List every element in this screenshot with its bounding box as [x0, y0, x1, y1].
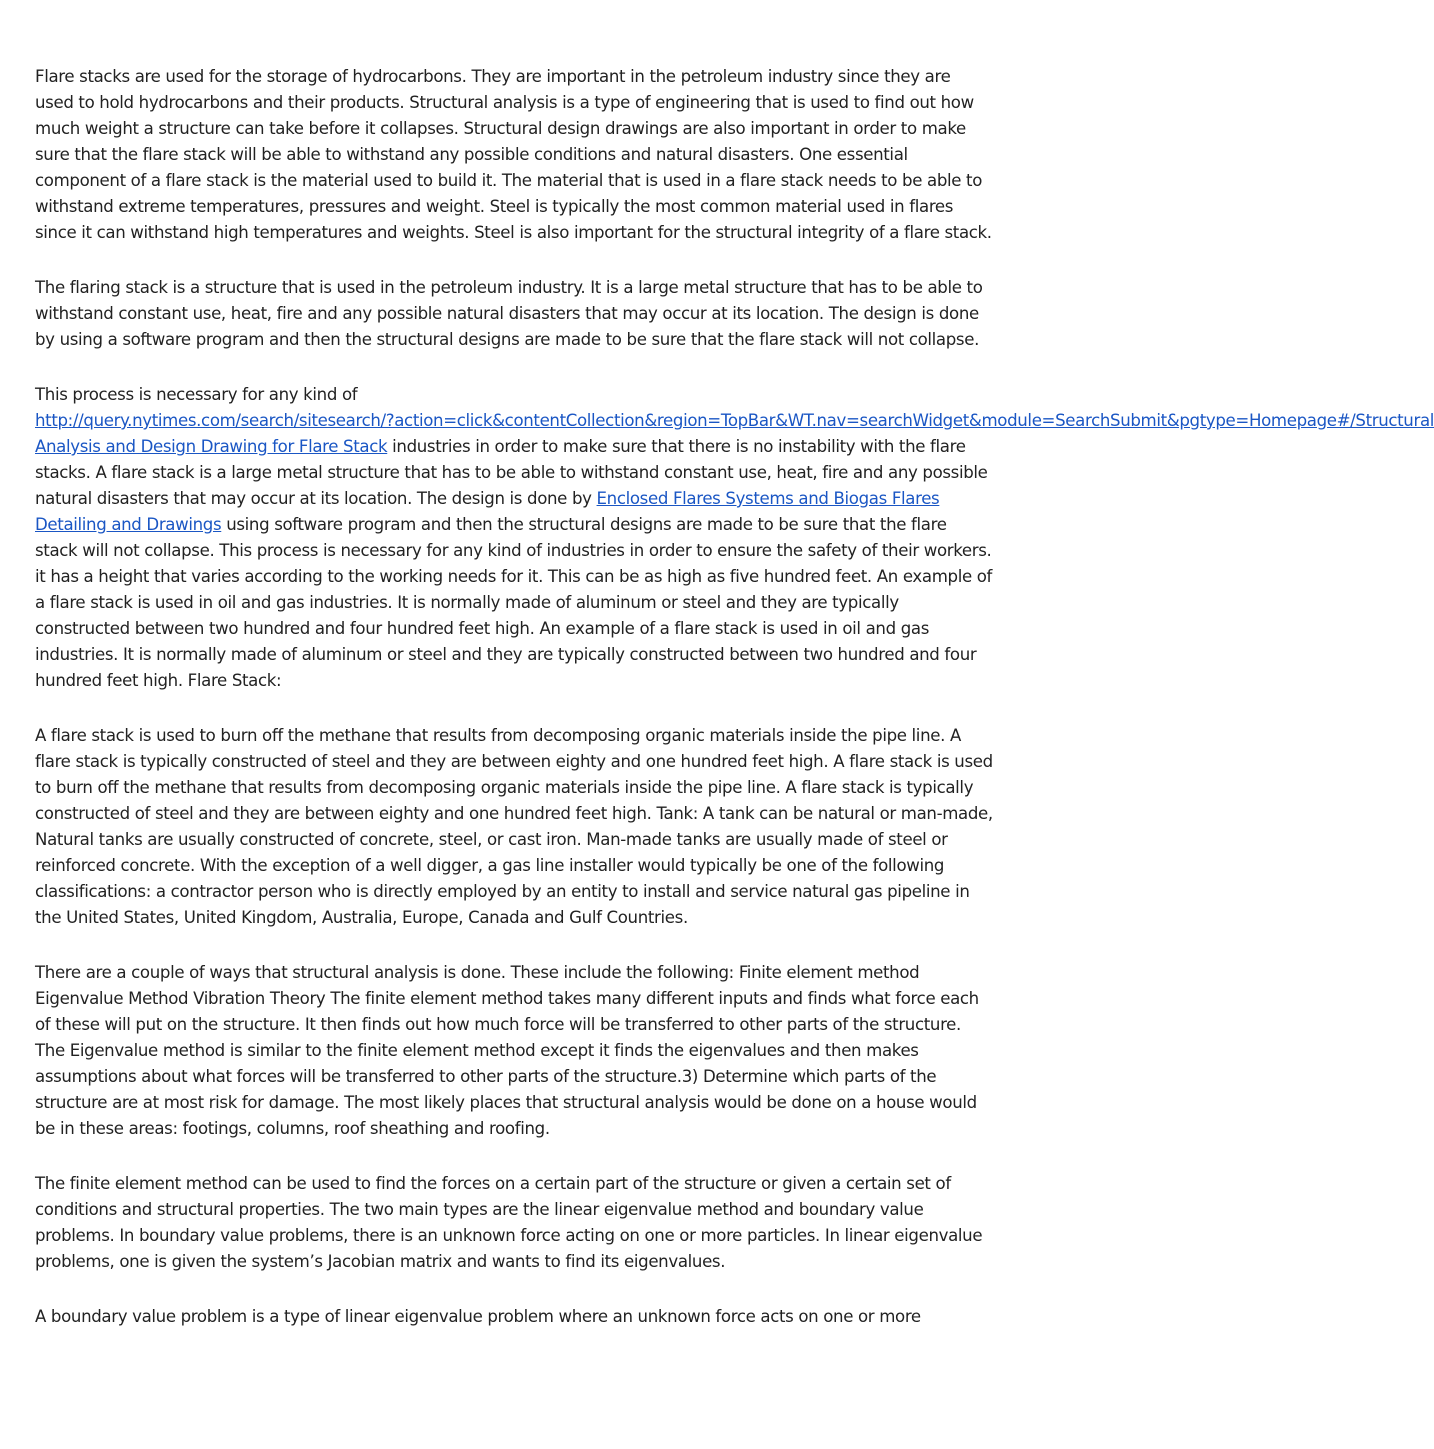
paragraph-process-necessary [35, 382, 1434, 694]
paragraph-finite-element-method: The finite element method can be used to find the forces on a certain part of the structure or given a certain set of conditions and structural properties. The two main types are the linear eigenvalue method and boundary value problems. In boundary value problems, there is an unknown force acting on one or more particles. In linear eigenvalue problems, one is given the system’s Jacobian matrix and wants to find its eigenvalues. [35, 1174, 983, 1271]
paragraph-flare-stack-methane: A flare stack is used to burn off the methane that results from decomposing organic materials inside the pipe line. A flare stack is typically constructed of steel and they are between eighty and one hundred feet high. A flare stack is used to burn off the methane that results from decomposing organic materials inside the pipe line. A flare stack is typically constructed of steel and they are between eighty and one hundred feet high. Tank: A tank can be natural or man-made, Natural tanks are usually constructed of concrete, steel, or cast iron. Man-made tanks are usually made of steel or reinforced concrete. With the exception of a well digger, a gas line installer would typically be one of the following classifications: a contractor person who is directly employed by an entity to install and service natural gas pipeline in the United States, United Kingdom, Australia, Europe, Canada and Gulf Countries. [35, 726, 993, 927]
paragraph-intro-text: This process is necessary for any kind of [35, 385, 358, 404]
enclosed-flares-link[interactable]: Enclosed Flares Systems and Biogas Flares Detailing and Drawings [35, 489, 940, 534]
paragraph-flaring-stack-structure: The flaring stack is a structure that is used in the petroleum industry. It is a large metal structure that has to be able to withstand constant use, heat, fire and any possible natural disasters that may occur at its location. The design is done by using a software program and then the structural designs are made to be sure that the flare stack will not collapse. [35, 278, 983, 349]
article-body [35, 64, 1434, 1359]
paragraph-flare-stacks-storage: Flare stacks are used for the storage of hydrocarbons. They are important in the petroleum industry since they are used to hold hydrocarbons and their products. Structural analysis is a type of engineering that is used to find out how much weight a structure can take before it collapses. Structural design drawings are also important in order to make sure that the flare stack will be able to withstand any possible conditions and natural disasters. One essential component of a flare stack is the material used to build it. The material that is used in a flare stack needs to be able to withstand extreme temperatures, pressures and weight. Steel is typically the most common material used in flares since it can withstand high temperatures and weights. Steel is also important for the structural integrity of a flare stack. [35, 67, 992, 242]
structural-analysis-link[interactable]: Analysis and Design Drawing for Flare Stack [35, 437, 388, 456]
paragraph-body-text: industries in order to make sure that there is no instability with the flare stacks. A flare stack is a large metal structure that has to be able to withstand constant use, heat, fire and any possible natural disasters that may occur at its location. The design is done by [35, 437, 988, 508]
paragraph-body-text-end: using software program and then the structural designs are made to be sure that the flare stack will not collapse. This process is necessary for any kind of industries in order to ensure the safety of their workers. it has a height that varies according to the working needs for it. This can be as high as five hundred feet. An example of a flare stack is used in oil and gas industries. It is normally made of aluminum or steel and they are typically constructed between two hundred and four hundred feet high. An example of a flare stack is used in oil and gas industries. It is normally made of aluminum or steel and they are typically constructed between two hundred and four hundred feet high. Flare Stack: [35, 515, 993, 690]
paragraph-boundary-value-problem: A boundary value problem is a type of linear eigenvalue problem where an unknown force acts on one or more [35, 1307, 921, 1326]
nytimes-search-link[interactable]: http://query.nytimes.com/search/sitesearch/?action=click&contentCollection&region=TopBar&WT.nav=searchWidget&module=SearchSubmit&pgtype=Homepage#/Structural [35, 411, 1434, 430]
paragraph-structural-analysis-methods: There are a couple of ways that structural analysis is done. These include the following: Finite element method Eigenvalue Method Vibration Theory The finite element method takes many different inputs and finds what force each of these will put on the structure. It then finds out how much force will be transferred to other parts of the structure. The Eigenvalue method is similar to the finite element method except it finds the eigenvalues and then makes assumptions about what forces will be transferred to other parts of the structure.3) Determine which parts of the structure are at most risk for damage. The most likely places that structural analysis would be done on a house would be in these areas: footings, columns, roof sheathing and roofing. [35, 963, 979, 1138]
